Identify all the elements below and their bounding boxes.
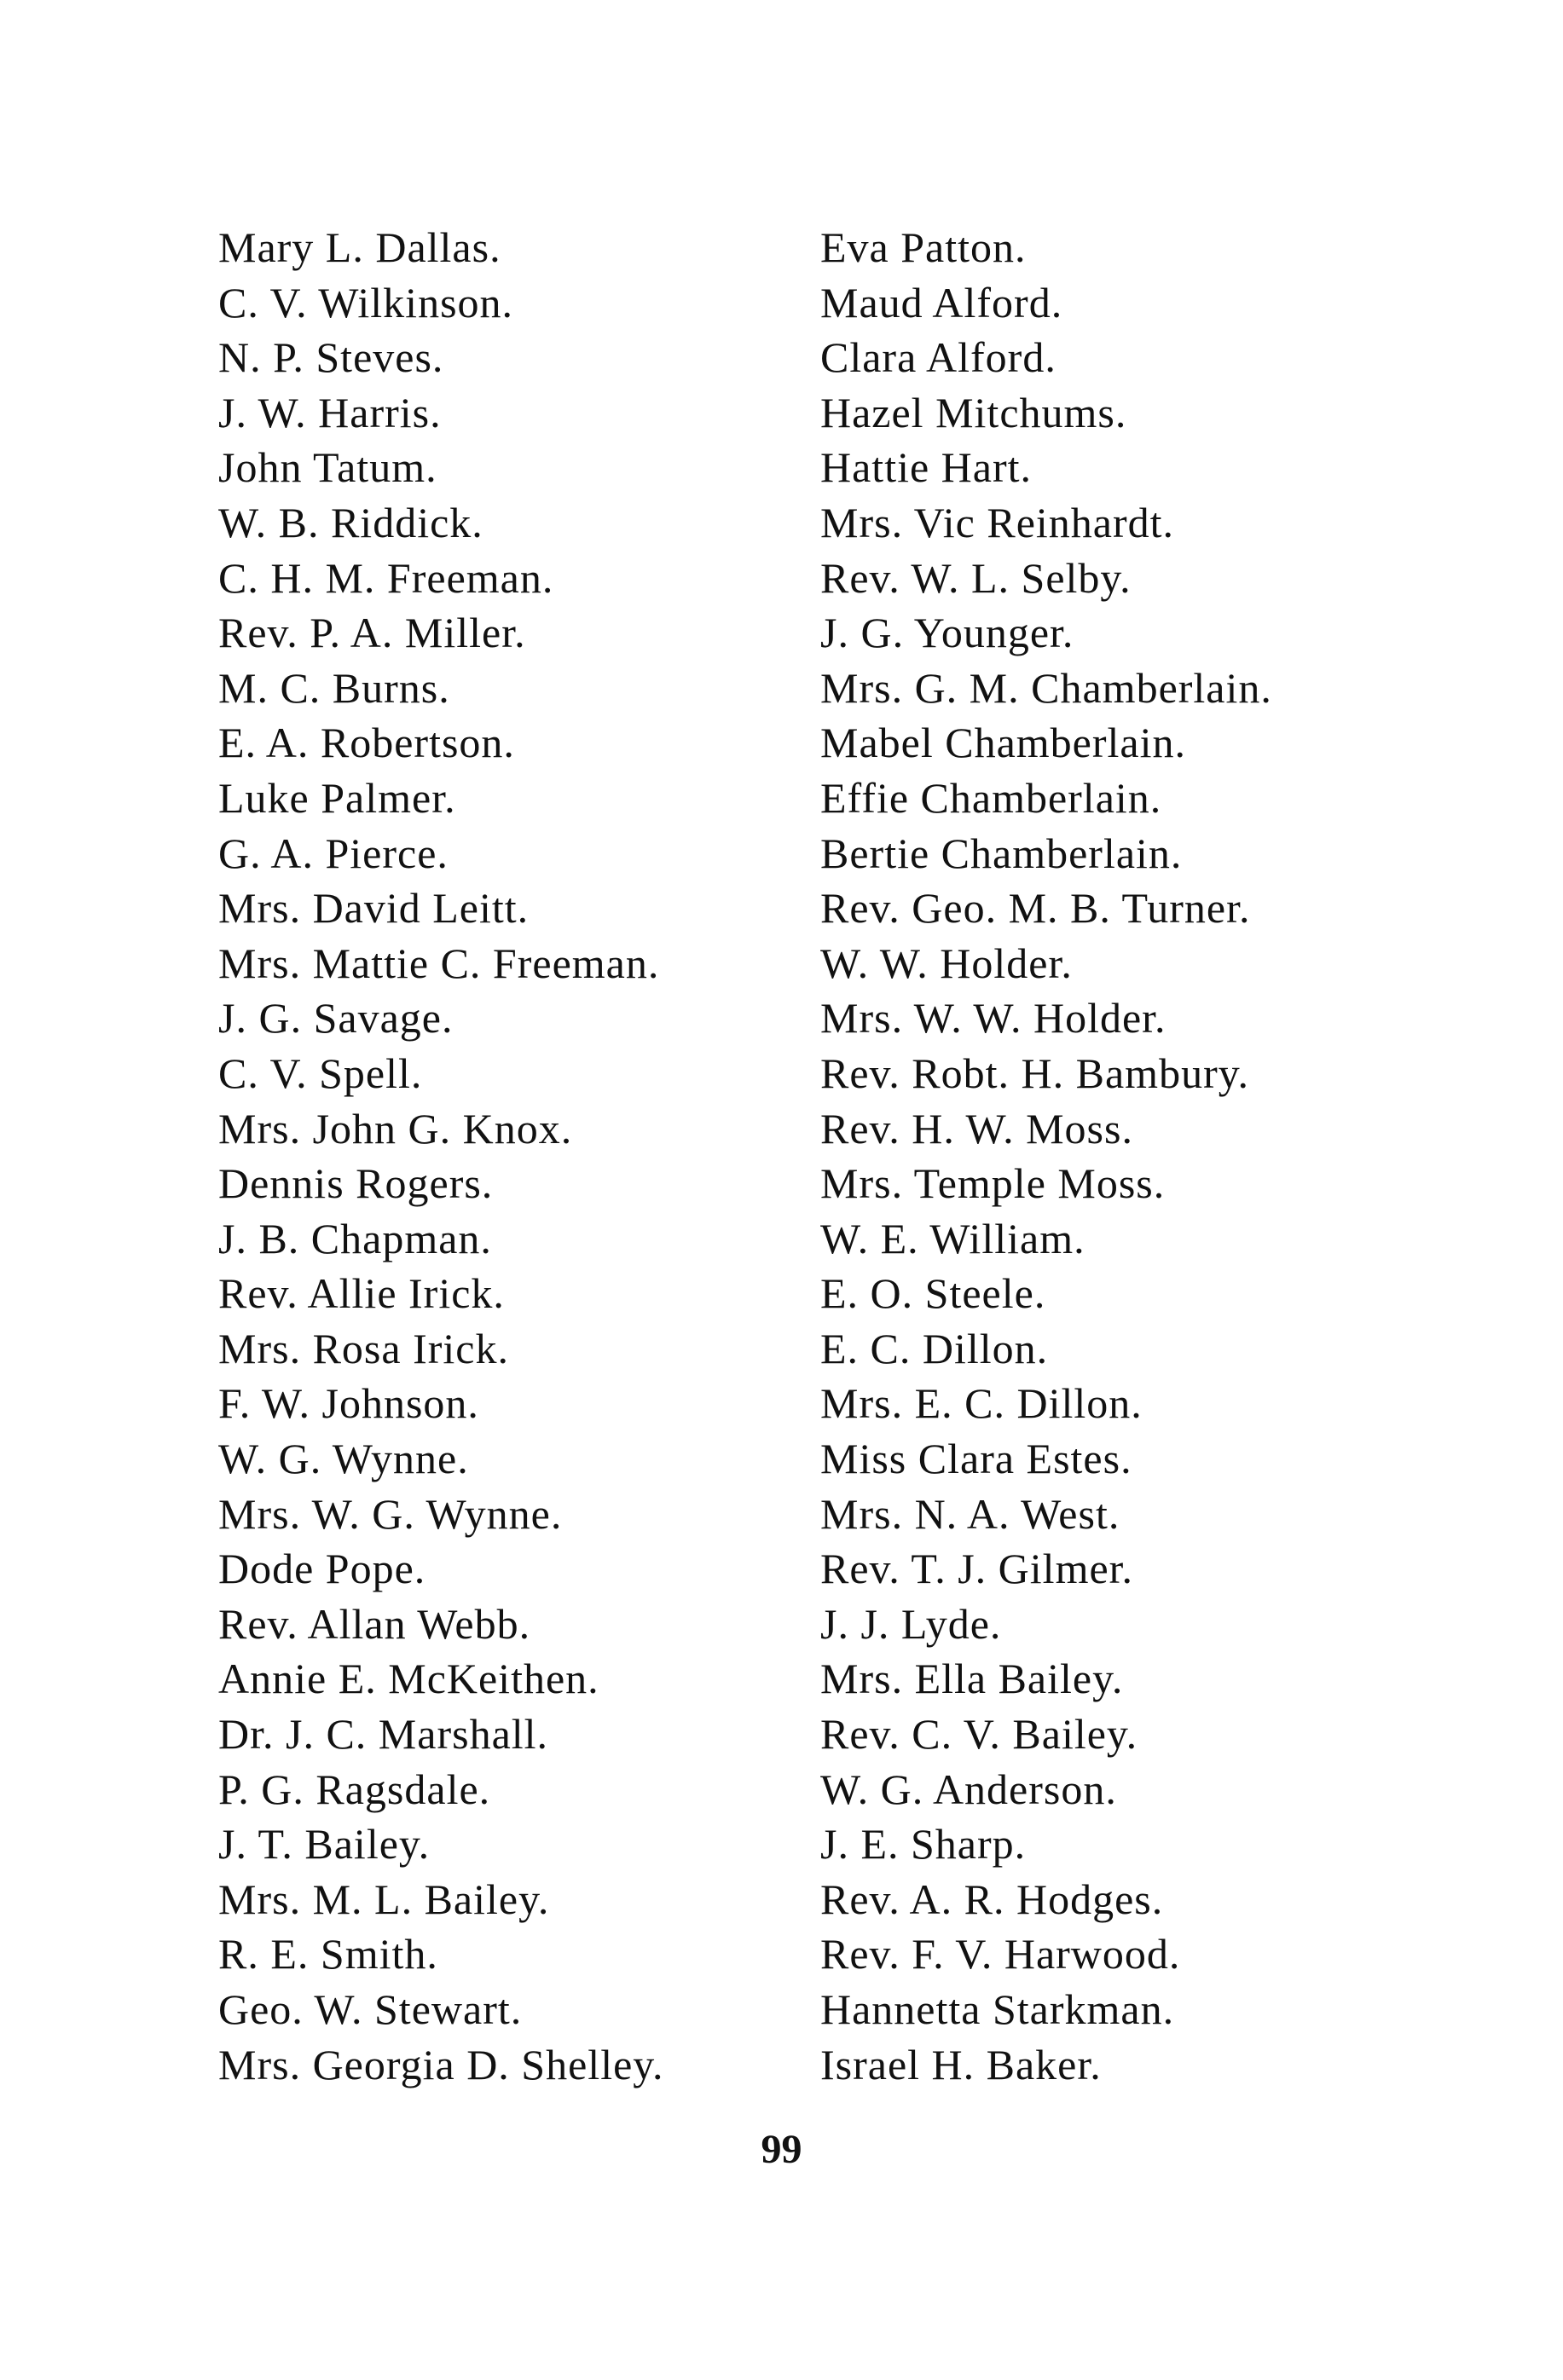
name-entry: F. W. Johnson. [218, 1379, 479, 1428]
name-entry: Mabel Chamberlain. [820, 719, 1186, 767]
name-entry: Annie E. McKeithen. [218, 1655, 599, 1703]
name-entry: Dode Pope. [218, 1545, 426, 1593]
name-entry: E. O. Steele. [820, 1269, 1046, 1318]
name-entry: Mrs. G. M. Chamberlain. [820, 663, 1272, 712]
name-entry: Dr. J. C. Marshall. [218, 1710, 549, 1759]
name-entry: Mrs. M. L. Bailey. [218, 1875, 550, 1923]
name-entry: M. C. Burns. [218, 663, 450, 712]
name-entry: Maud Alford. [820, 278, 1063, 326]
name-entry: J. B. Chapman. [218, 1214, 492, 1262]
name-entry: Rev. T. J. Gilmer. [820, 1545, 1134, 1593]
names-column-left [218, 220, 815, 2092]
name-entry: Hattie Hart. [820, 443, 1033, 492]
name-entry: J. G. Younger. [820, 609, 1074, 657]
name-entry: W. G. Wynne. [218, 1435, 469, 1483]
name-entry: J. W. Harris. [218, 388, 442, 436]
name-entry: Hazel Mitchums. [820, 388, 1127, 436]
name-entry: Rev. P. A. Miller. [218, 609, 526, 657]
name-entry: Bertie Chamberlain. [820, 829, 1183, 877]
name-entry: Israel H. Baker. [820, 2040, 1102, 2088]
name-entry: Mrs. Temple Moss. [820, 1159, 1166, 1208]
name-entry: W. B. Riddick. [218, 498, 483, 546]
name-entry: R. E. Smith. [218, 1930, 438, 1979]
name-entry: Mrs. Georgia D. Shelley. [218, 2040, 664, 2088]
name-entry: Rev. W. L. Selby. [820, 553, 1132, 602]
name-entry: N. P. Steves. [218, 333, 444, 382]
page-number: 99 [761, 2127, 802, 2172]
name-entry: Mrs. Rosa Irick. [218, 1324, 509, 1372]
name-entry: J. G. Savage. [218, 994, 454, 1043]
name-entry: Rev. Allie Irick. [218, 1269, 505, 1318]
name-entry: Mrs. W. W. Holder. [820, 994, 1166, 1043]
name-entry: G. A. Pierce. [218, 829, 449, 877]
name-entry: J. J. Lyde. [820, 1599, 1002, 1648]
name-entry: P. G. Ragsdale. [218, 1765, 491, 1813]
name-entry: J. T. Bailey. [218, 1820, 431, 1869]
name-entry: John Tatum. [218, 443, 437, 492]
name-entry: Effie Chamberlain. [820, 773, 1162, 822]
name-entry: C. V. Spell. [218, 1048, 423, 1097]
name-entry: C. H. M. Freeman. [218, 553, 554, 602]
name-entry: Mrs. Vic Reinhardt. [820, 498, 1175, 546]
name-entry: Mrs. E. C. Dillon. [820, 1379, 1143, 1428]
name-entry: E. C. Dillon. [820, 1324, 1049, 1372]
name-entry: Rev. C. V. Bailey. [820, 1710, 1138, 1759]
name-entry: Mrs. Ella Bailey. [820, 1655, 1124, 1703]
name-entry: Clara Alford. [820, 333, 1056, 382]
name-entry: Rev. Robt. H. Bambury. [820, 1048, 1249, 1097]
name-entry: Mary L. Dallas. [218, 223, 501, 271]
name-entry: Mrs. W. G. Wynne. [218, 1489, 563, 1538]
name-entry: E. A. Robertson. [218, 719, 515, 767]
name-entry: Rev. Geo. M. B. Turner. [820, 884, 1251, 933]
name-entry: W. E. William. [820, 1214, 1085, 1262]
name-entry: Mrs. David Leitt. [218, 884, 530, 933]
name-entry: Mrs. N. A. West. [820, 1489, 1120, 1538]
name-entry: Geo. W. Stewart. [218, 1985, 523, 2033]
name-entry: Dennis Rogers. [218, 1159, 494, 1208]
name-entry: Eva Patton. [820, 223, 1027, 271]
name-entry: Hannetta Starkman. [820, 1985, 1175, 2033]
name-entry: C. V. Wilkinson. [218, 278, 514, 326]
name-entry: W. W. Holder. [820, 939, 1073, 987]
name-entry: Rev. A. R. Hodges. [820, 1875, 1164, 1923]
name-entry: J. E. Sharp. [820, 1820, 1027, 1869]
name-entry: W. G. Anderson. [820, 1765, 1117, 1813]
names-column-right [820, 220, 1434, 2092]
name-entry: Rev. F. V. Harwood. [820, 1930, 1181, 1979]
name-entry: Miss Clara Estes. [820, 1435, 1132, 1483]
name-entry: Mrs. Mattie C. Freeman. [218, 939, 660, 987]
name-entry: Luke Palmer. [218, 773, 456, 822]
name-entry: Mrs. John G. Knox. [218, 1104, 573, 1152]
name-entry: Rev. H. W. Moss. [820, 1104, 1133, 1152]
name-entry: Rev. Allan Webb. [218, 1599, 531, 1648]
